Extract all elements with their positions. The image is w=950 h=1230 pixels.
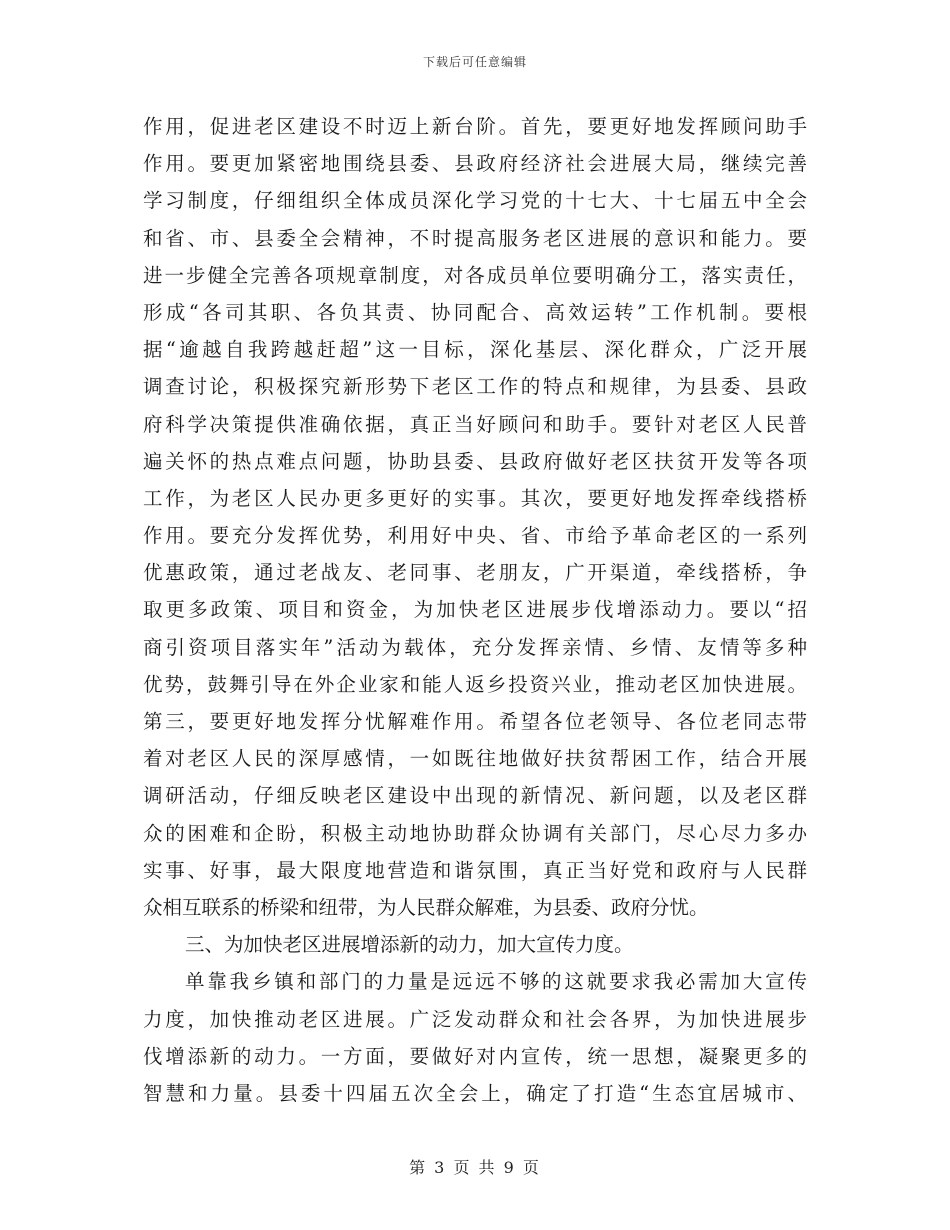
text-line: 第三，要更好地发挥分忧解难作用。希望各位老领导、各位老同志带 — [143, 710, 807, 733]
document-body — [143, 108, 807, 1112]
text-line: 众相互联系的桥梁和纽带，为人民群众解难，为县委、政府分忧。 — [143, 895, 709, 919]
text-line: 和省、市、县委全会精神，不时提高服务老区进展的意识和能力。要 — [143, 226, 807, 250]
text-line: 伐增添新的动力。一方面，要做好对内宣传，统一思想，凝聚更多的 — [143, 1044, 807, 1068]
text-line: 作用。要更加紧密地围绕县委、县政府经济社会进展大局，继续完善 — [143, 152, 807, 176]
page-header: 下载后可任意编辑 — [422, 55, 527, 69]
text-line: 着对老区人民的深厚感情，一如既往地做好扶贫帮困工作，结合开展 — [143, 747, 807, 771]
text-line: 学习制度，仔细组织全体成员深化学习党的十七大、十七届五中全会 — [143, 189, 807, 213]
text-line: 形成“各司其职、各负其责、协同配合、高效运转”工作机制。要根 — [143, 300, 807, 324]
text-line: 优惠政策，通过老战友、老同事、老朋友，广开渠道，牵线搭桥，争 — [143, 561, 807, 585]
text-line: 力度，加快推动老区进展。广泛发动群众和社会各界，为加快进展步 — [143, 1007, 807, 1031]
text-line: 单靠我乡镇和部门的力量是远远不够的这就要求我必需加大宣传 — [185, 970, 807, 994]
text-line: 工作，为老区人民办更多更好的实事。其次，要更好地发挥牵线搭桥 — [143, 486, 807, 510]
text-line: 遍关怀的热点难点问题，协助县委、县政府做好老区扶贫开发等各项 — [143, 449, 807, 473]
text-line: 优势，鼓舞引导在外企业家和能人返乡投资兴业，推动老区加快进展。 — [143, 672, 807, 696]
page-number: 第 3 页 共 9 页 — [409, 1158, 541, 1177]
text-line: 取更多政策、项目和资金，为加快老区进展步伐增添动力。要以“招 — [143, 598, 807, 622]
text-line: 作用。要充分发挥优势，利用好中央、省、市给予革命老区的一系列 — [143, 524, 807, 548]
text-line: 实事、好事，最大限度地营造和谐氛围，真正当好党和政府与人民群 — [143, 858, 807, 882]
text-line: 进一步健全完善各项规章制度，对各成员单位要明确分工，落实责任， — [143, 263, 807, 287]
text-line: 调研活动，仔细反映老区建设中出现的新情况、新问题，以及老区群 — [143, 784, 807, 808]
text-line: 调查讨论，积极探究新形势下老区工作的特点和规律，为县委、县政 — [143, 375, 807, 399]
text-line: 府科学决策提供准确依据，真正当好顾问和助手。要针对老区人民普 — [143, 412, 807, 436]
text-line: 商引资项目落实年”活动为载体，充分发挥亲情、乡情、友情等多种 — [143, 635, 807, 659]
text-line: 众的困难和企盼，积极主动地协助群众协调有关部门，尽心尽力多办 — [143, 821, 807, 845]
text-line: 据“逾越自我跨越赶超”这一目标，深化基层、深化群众，广泛开展 — [143, 338, 807, 362]
text-line: 作用，促进老区建设不时迈上新台阶。首先，要更好地发挥顾问助手 — [143, 115, 807, 138]
section-heading: 三、为加快老区进展增添新的动力，加大宣传力度。 — [185, 933, 634, 957]
text-line: 智慧和力量。县委十四届五次全会上，确定了打造“生态宜居城市、 — [143, 1081, 807, 1105]
